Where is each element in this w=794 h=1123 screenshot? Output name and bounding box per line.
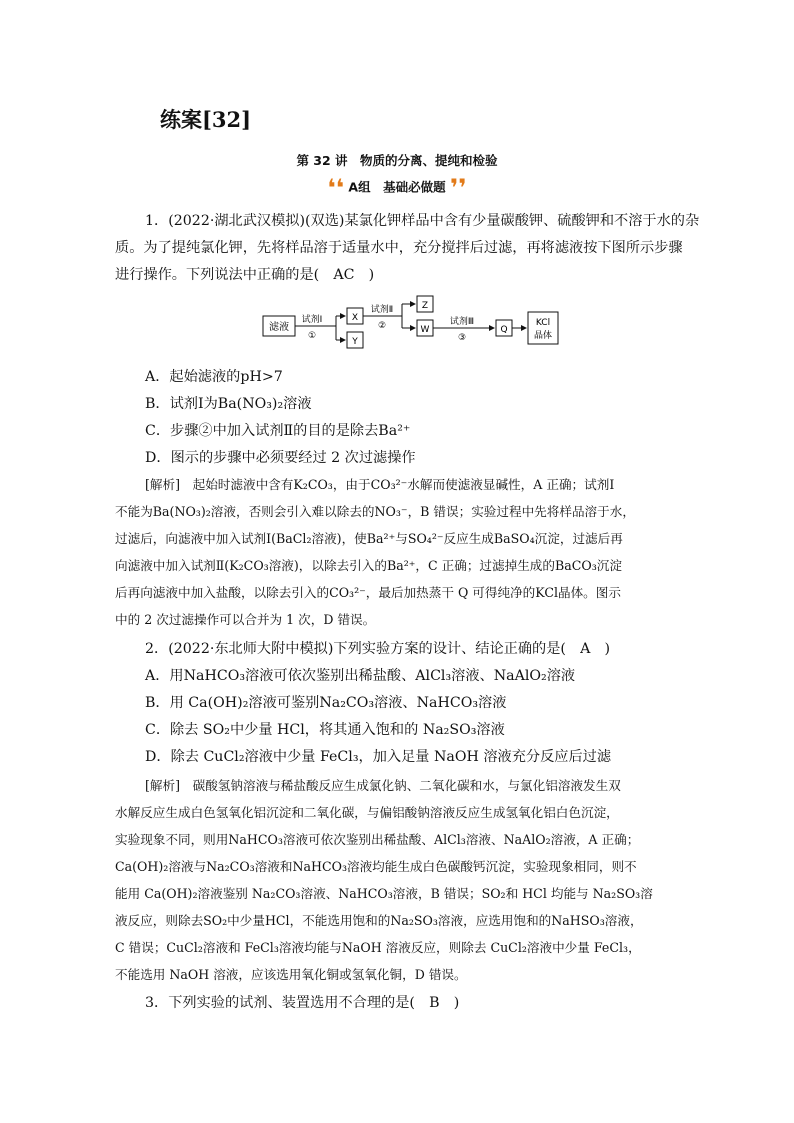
q2-analysis-line-7: C 错误；CuCl₂溶液和 FeCl₃溶液均能与NaOH 溶液反应，则除去 CuCl₂溶液中少量 FeCl₃， [115, 940, 641, 955]
q2-analysis-line-8: 不能选用 NaOH 溶液，应该选用氧化铜或氢氧化铜，D 错误。 [115, 967, 467, 982]
q1-stem-line-3: 进行操作。下列说法中正确的是( AC ) [115, 267, 375, 283]
q1-analysis-line-6: 中的 2 次过滤操作可以合并为 1 次，D 错误。 [115, 612, 376, 627]
open-quote-icon: ❛❛ [327, 174, 345, 202]
q1-stem-line-1: 1．(2022·湖北武汉模拟)(双选)某氯化钾样品中含有少量碳酸钾、硫酸钾和不溶于水的杂 [145, 213, 700, 229]
q2-analysis-line-4: Ca(OH)₂溶液与Na₂CO₃溶液和NaHCO₃溶液均能生成白色碳酸钙沉淀，实验现象相同，则不 [115, 859, 637, 874]
q1-analysis-line-1: [解析] 起始时滤液中含有K₂CO₃，由于CO₃²⁻水解而使滤液显碱性，A 正确；试剂Ⅰ [145, 477, 615, 492]
q2-analysis-line-2: 水解反应生成白色氢氧化铝沉淀和二氧化碳，与偏铝酸钠溶液反应生成氢氧化铝白色沉淀， [115, 805, 619, 820]
group-header [0, 176, 794, 200]
reagent-1-label: 试剂Ⅰ [301, 315, 323, 325]
q2-option-c: C．除去 SO₂中少量 HCl，将其通入饱和的 Na₂SO₃溶液 [145, 722, 505, 738]
separation-flow-diagram [262, 294, 562, 354]
reagent-2-label: 试剂Ⅱ [370, 305, 394, 315]
q2-analysis-line-1: [解析] 碳酸氢钠溶液与稀盐酸反应生成氯化钠、二氧化碳和水，与氯化铝溶液发生双 [145, 778, 621, 793]
q1-option-b: B．试剂Ⅰ为Ba(NO₃)₂溶液 [145, 396, 312, 412]
q3-stem: 3．下列实验的试剂、装置选用不合理的是( B ) [145, 995, 460, 1011]
lecture-title: 第 32 讲 物质的分离、提纯和检验 [296, 153, 498, 168]
step-1-label: ① [307, 331, 317, 341]
q1-analysis-line-4: 向滤液中加入试剂Ⅱ(K₂CO₃溶液)，以除去引入的Ba²⁺，C 正确；过滤掉生成的BaCO₃沉淀 [115, 558, 622, 573]
q2-option-d: D．除去 CuCl₂溶液中少量 FeCl₃，加入足量 NaOH 溶液充分反应后过滤 [145, 749, 612, 765]
exercise-title: 练案[32] [160, 107, 252, 132]
q2-analysis-line-5: 能用 Ca(OH)₂溶液鉴别 Na₂CO₃溶液、NaHCO₃溶液，B 错误；SO₂和 HCl 均能与 Na₂SO₃溶 [115, 886, 653, 901]
product-label-2: 晶体 [533, 331, 553, 341]
q1-analysis-line-2: 不能为Ba(NO₃)₂溶液，否则会引入难以除去的NO₃⁻，B 错误；实验过程中先将样品溶于水， [115, 504, 635, 519]
q1-analysis-line-5: 后再向滤液中加入盐酸，以除去引入的CO₃²⁻，最后加热蒸干 Q 可得纯净的KCl晶体。图示 [115, 585, 621, 600]
reagent-3-label: 试剂Ⅲ [449, 317, 475, 327]
y-label: Y [352, 337, 358, 347]
q2-stem: 2．(2022·东北师大附中模拟)下列实验方案的设计、结论正确的是( A ) [145, 641, 611, 657]
q2-option-a: A．用NaHCO₃溶液可依次鉴别出稀盐酸、AlCl₃溶液、NaAlO₂溶液 [145, 668, 576, 684]
q2-analysis-line-3: 实验现象不同，则用NaHCO₃溶液可依次鉴别出稀盐酸、AlCl₃溶液、NaAlO₂溶液，A 正确； [115, 832, 640, 847]
step-3-label: ③ [457, 333, 467, 343]
q1-option-a: A．起始滤液的pH>7 [145, 369, 283, 385]
z-label: Z [421, 301, 429, 311]
q-label: Q [500, 325, 508, 335]
q1-stem-line-2: 质。为了提纯氯化钾，先将样品溶于适量水中，充分搅拌后过滤，再将滤液按下图所示步骤 [115, 240, 683, 256]
step-2-label: ② [377, 321, 387, 331]
x-label: X [351, 313, 359, 323]
start-label: 滤液 [269, 322, 289, 333]
q1-option-d: D．图示的步骤中必须要经过 2 次过滤操作 [145, 450, 416, 466]
q2-option-b: B．用 Ca(OH)₂溶液可鉴别Na₂CO₃溶液、NaHCO₃溶液 [145, 695, 507, 711]
w-label: W [420, 325, 430, 335]
close-quote-icon: ❜❜ [449, 174, 467, 202]
q1-analysis-line-3: 过滤后，向滤液中加入试剂Ⅰ(BaCl₂溶液)，使Ba²⁺与SO₄²⁻反应生成BaSO₄沉淀，过滤后再 [115, 531, 623, 546]
group-label: A组 基础必做题 [348, 179, 446, 195]
product-label-1: KCl [535, 318, 551, 328]
q1-option-c: C．步骤②中加入试剂Ⅱ的目的是除去Ba²⁺ [145, 423, 411, 439]
q2-analysis-line-6: 液反应，则除去SO₂中少量HCl，不能选用饱和的Na₂SO₃溶液，应选用饱和的NaHSO₃溶液， [115, 913, 643, 928]
